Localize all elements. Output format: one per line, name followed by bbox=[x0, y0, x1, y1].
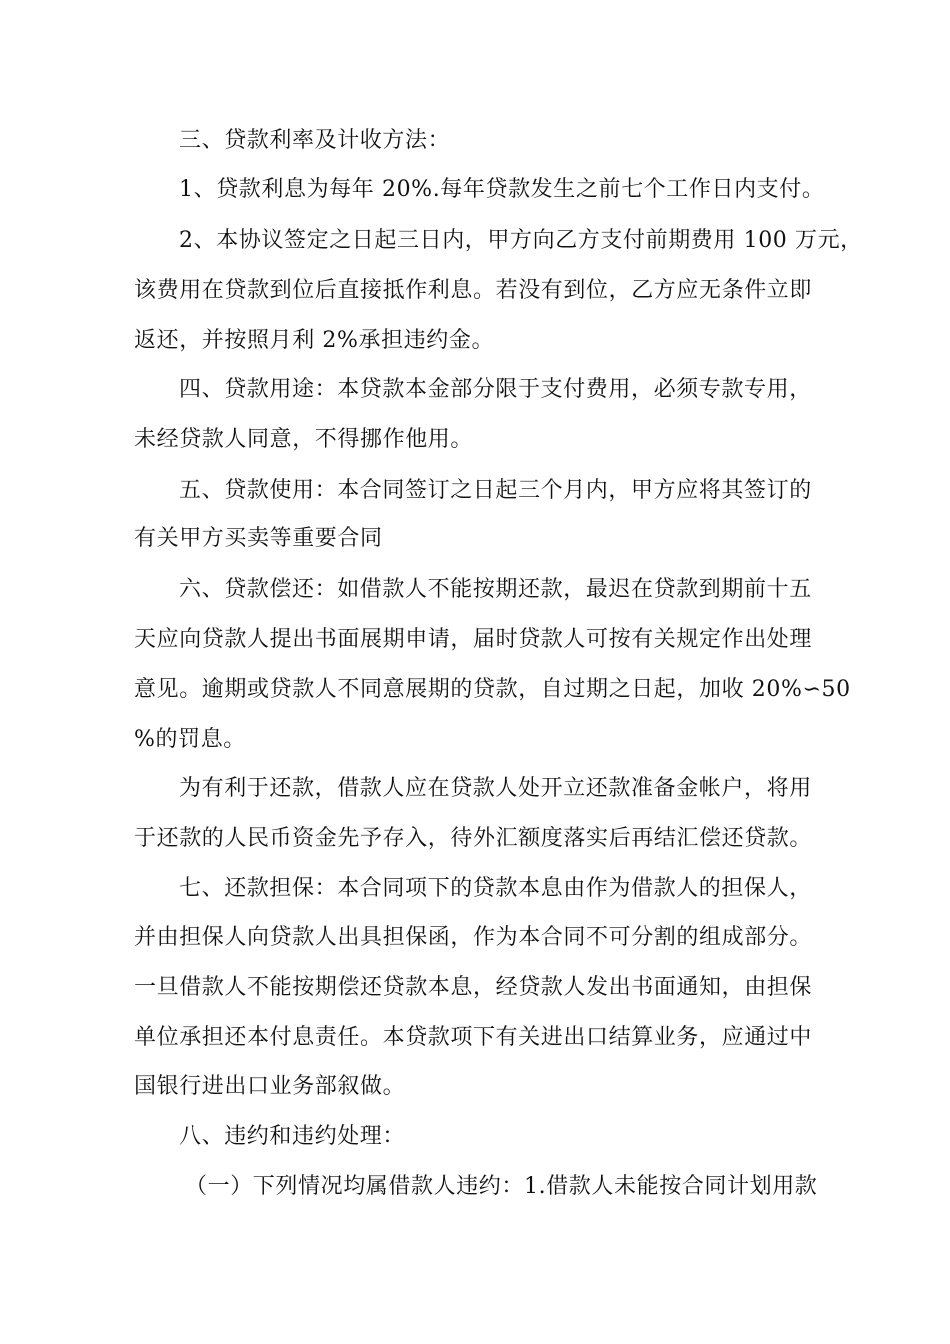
paragraph-line: 一旦借款人不能按期偿还贷款本息，经贷款人发出书面通知，由担保 bbox=[134, 975, 813, 1000]
paragraph-line: 有关甲方买卖等重要合同 bbox=[134, 526, 383, 551]
paragraph-line: 为有利于还款，借款人应在贷款人处开立还款准备金帐户，将用 bbox=[179, 776, 812, 801]
paragraph-line: 未经贷款人同意，不得挪作他用。 bbox=[134, 427, 474, 452]
paragraph-line: 国银行进出口业务部叙做。 bbox=[134, 1074, 406, 1099]
paragraph-line: 该费用在贷款到位后直接抵作利息。若没有到位，乙方应无条件立即 bbox=[134, 278, 813, 303]
paragraph-line: 天应向贷款人提出书面展期申请，届时贷款人可按有关规定作出处理 bbox=[134, 627, 813, 652]
paragraph-line: 意见。逾期或贷款人不同意展期的贷款，自过期之日起，加收 20%∽50 bbox=[134, 677, 851, 702]
section-7-line: 七、还款担保：本合同项下的贷款本息由作为借款人的担保人， bbox=[179, 876, 812, 901]
paragraph-line: 单位承担还本付息责任。本贷款项下有关进出口结算业务，应通过中 bbox=[134, 1025, 813, 1050]
section-5-line: 五、贷款使用：本合同签订之日起三个月内，甲方应将其签订的 bbox=[179, 478, 812, 503]
paragraph-line: 返还，并按照月利 2%承担违约金。 bbox=[134, 328, 495, 353]
paragraph-line: 于还款的人民币资金先予存入，待外汇额度落实后再结汇偿还贷款。 bbox=[134, 826, 813, 851]
section-3-heading: 三、贷款利率及计收方法： bbox=[179, 128, 451, 153]
paragraph-line: 并由担保人向贷款人出具担保函，作为本合同不可分割的组成部分。 bbox=[134, 925, 813, 950]
paragraph-line: 2、本协议签定之日起三日内，甲方向乙方支付前期费用 100 万元， bbox=[179, 228, 863, 253]
section-6-line: 六、贷款偿还：如借款人不能按期还款，最迟在贷款到期前十五 bbox=[179, 577, 812, 602]
section-8-heading: 八、违约和违约处理： bbox=[179, 1124, 406, 1149]
section-4-line: 四、贷款用途：本贷款本金部分限于支付费用，必须专款专用， bbox=[179, 377, 812, 402]
paragraph-line: （一）下列情况均属借款人违约：1.借款人未能按合同计划用款 bbox=[185, 1174, 818, 1199]
paragraph-line: %的罚息。 bbox=[134, 727, 246, 752]
paragraph-line: 1、贷款利息为每年 20%.每年贷款发生之前七个工作日内支付。 bbox=[179, 177, 825, 202]
